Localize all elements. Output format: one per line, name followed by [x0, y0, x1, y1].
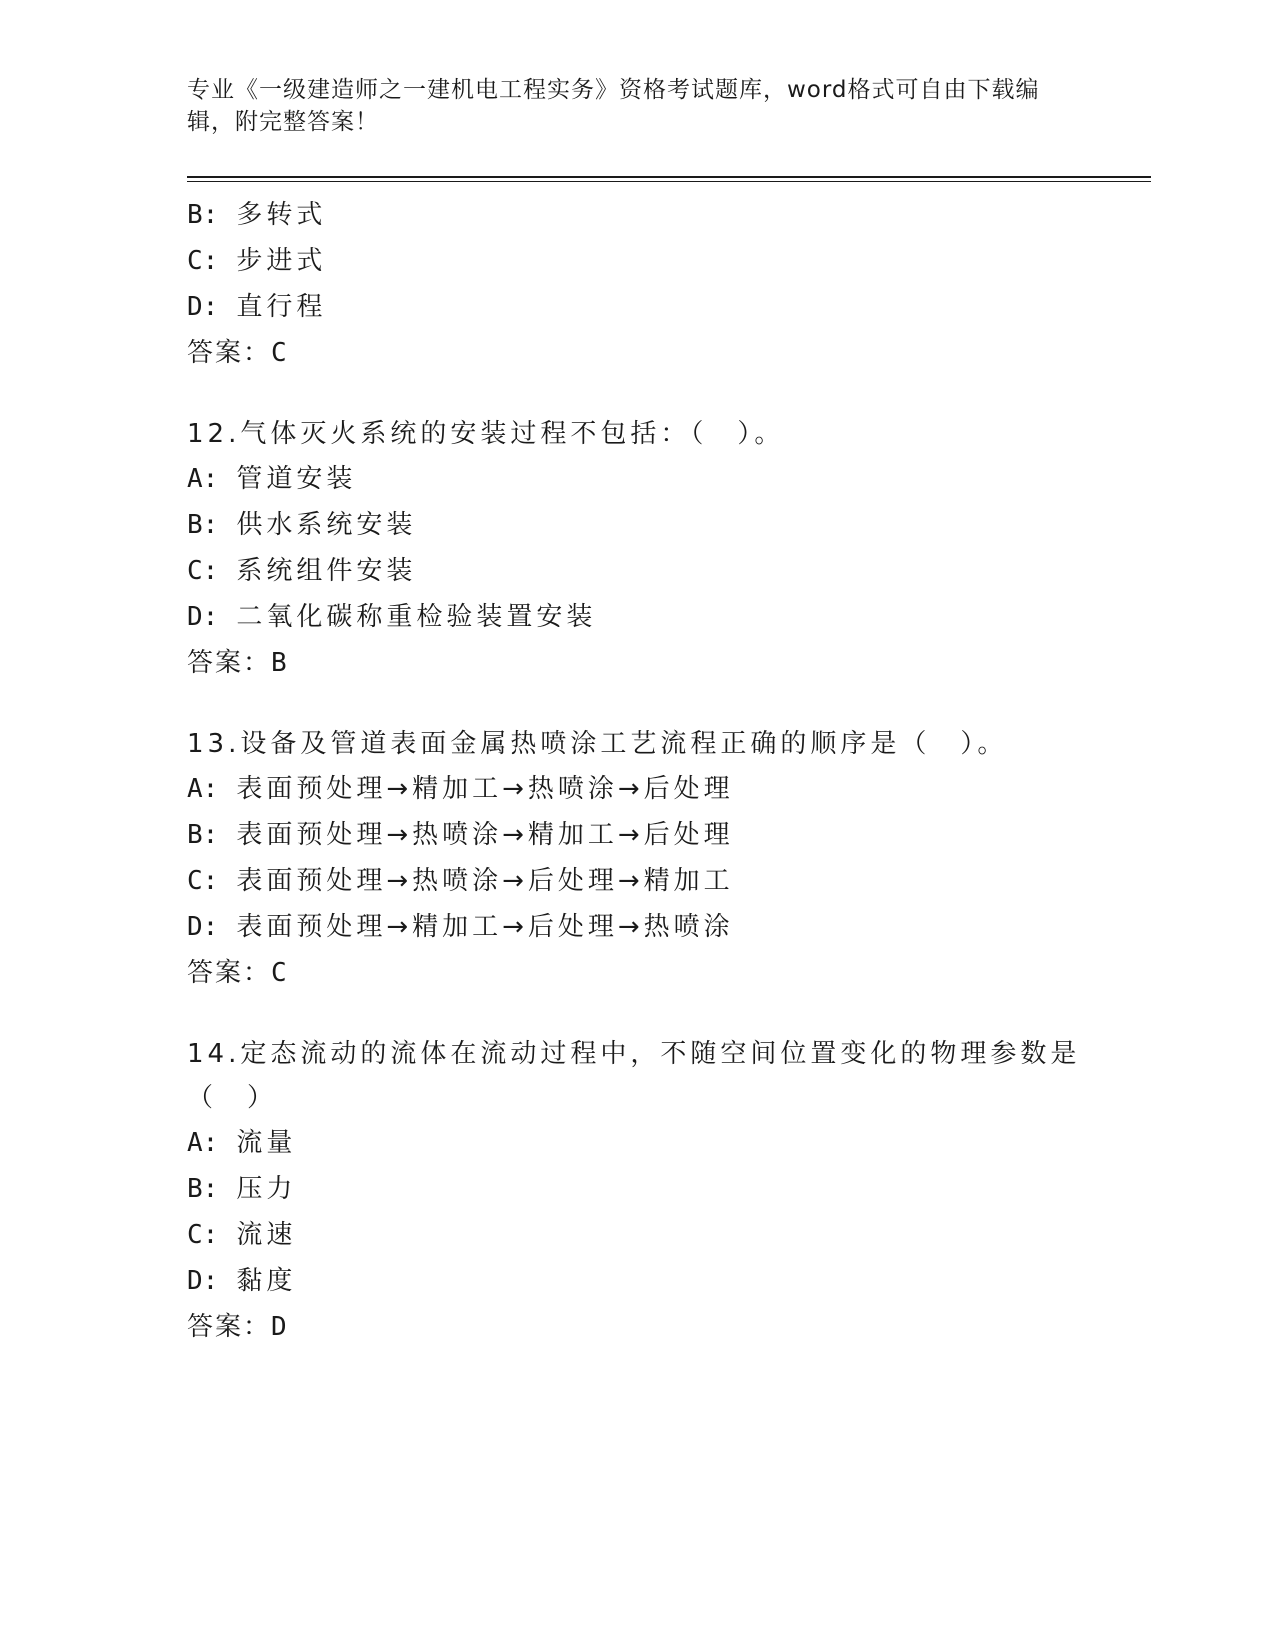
option-text: 黏度 [236, 1266, 297, 1296]
option-text: 供水系统安装 [236, 510, 417, 540]
document-body [187, 192, 1087, 1350]
option-line [187, 238, 1087, 284]
option-text: 流量 [236, 1128, 297, 1158]
option-letter: C: [187, 866, 219, 896]
option-line [187, 548, 1087, 594]
answer-line: 答案：D [187, 1312, 289, 1342]
option-letter: D: [187, 1266, 219, 1296]
option-text: 表面预处理→精加工→后处理→热喷涂 [236, 912, 734, 942]
option-letter: B: [187, 510, 219, 540]
option-text: 直行程 [236, 292, 327, 322]
option-line [187, 1166, 1087, 1212]
option-letter: B: [187, 1174, 219, 1204]
option-text: 压力 [236, 1174, 297, 1204]
option-letter: D: [187, 602, 219, 632]
option-line [187, 456, 1087, 502]
option-line [187, 1120, 1087, 1166]
option-letter: D: [187, 912, 219, 942]
answer-line: 答案：C [187, 958, 289, 988]
option-text: 管道安装 [236, 464, 357, 494]
option-line [187, 502, 1087, 548]
option-line [187, 594, 1087, 640]
option-letter: C: [187, 556, 219, 586]
question-14 [187, 1032, 1087, 1350]
option-text: 步进式 [236, 246, 327, 276]
option-letter: C: [187, 1220, 219, 1250]
option-line [187, 1212, 1087, 1258]
answer-line: 答案：C [187, 338, 289, 368]
option-letter: A: [187, 774, 219, 804]
question-13 [187, 722, 1087, 996]
option-letter: A: [187, 464, 219, 494]
option-letter: A: [187, 1128, 219, 1158]
question-stem: 13.设备及管道表面金属热喷涂工艺流程正确的顺序是（ ）。 [187, 729, 1008, 759]
header-rule-thick [187, 176, 1151, 178]
question-12 [187, 412, 1087, 686]
header-rule-thin [187, 181, 1151, 182]
option-text: 表面预处理→热喷涂→精加工→后处理 [236, 820, 734, 850]
option-text: 多转式 [236, 200, 327, 230]
question-stem: 14.定态流动的流体在流动过程中，不随空间位置变化的物理参数是（ ） [187, 1039, 1081, 1113]
option-line [187, 812, 1087, 858]
option-text: 流速 [236, 1220, 297, 1250]
option-line [187, 904, 1087, 950]
option-text: 系统组件安装 [236, 556, 417, 586]
option-line [187, 766, 1087, 812]
option-text: 二氧化碳称重检验装置安装 [236, 602, 597, 632]
option-text: 表面预处理→热喷涂→后处理→精加工 [236, 866, 734, 896]
question-11-tail [187, 192, 1087, 376]
document-header: 专业《一级建造师之一建机电工程实务》资格考试题库，word格式可自由下载编辑，附完整答案！ [187, 77, 1040, 135]
option-line [187, 1258, 1087, 1304]
option-text: 表面预处理→精加工→热喷涂→后处理 [236, 774, 734, 804]
option-line [187, 858, 1087, 904]
question-stem: 12.气体灭火系统的安装过程不包括：（ ）。 [187, 419, 785, 449]
answer-line: 答案：B [187, 648, 289, 678]
option-line [187, 284, 1087, 330]
option-letter: C: [187, 246, 219, 276]
option-letter: D: [187, 292, 219, 322]
option-letter: B: [187, 820, 219, 850]
option-letter: B: [187, 200, 219, 230]
option-line [187, 192, 1087, 238]
